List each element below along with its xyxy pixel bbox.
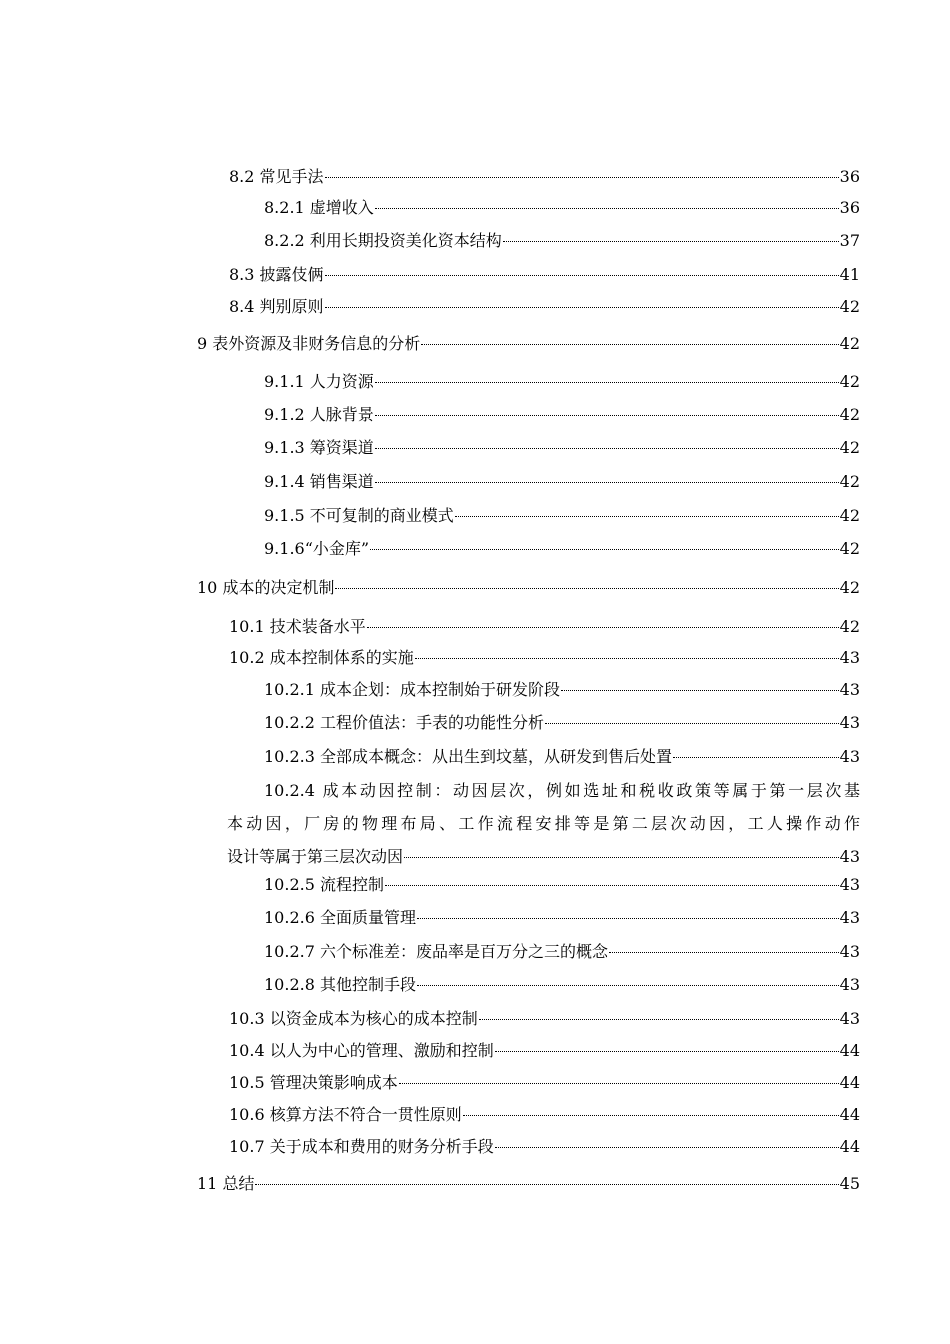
toc-page-number: 43 <box>839 942 860 961</box>
toc-label: 10.7 关于成本和费用的财务分析手段 <box>229 1137 494 1156</box>
toc-entry[interactable] <box>264 198 860 218</box>
dot-leader <box>479 1019 839 1020</box>
toc-entry[interactable] <box>264 472 860 492</box>
dot-leader <box>421 344 838 345</box>
dot-leader <box>325 307 839 308</box>
toc-label: 10.2.2 工程价值法：手表的功能性分析 <box>264 713 544 732</box>
toc-label-line: 10.2.4 成本动因控制：动因层次，例如选址和税收政策等属于第一层次基 <box>264 781 860 800</box>
dot-leader <box>561 690 839 691</box>
toc-label: 9.1.6“小金库” <box>264 539 370 558</box>
toc-page-number: 37 <box>839 231 860 250</box>
toc-label: 10.2.7 六个标准差：废品率是百万分之三的概念 <box>264 942 608 961</box>
toc-entry[interactable] <box>264 372 860 392</box>
toc-label: 9.1.4 销售渠道 <box>264 472 374 491</box>
toc-page-number: 45 <box>839 1174 860 1193</box>
toc-page-number: 43 <box>839 908 860 927</box>
toc-entry[interactable] <box>264 747 860 767</box>
toc-page-number: 42 <box>839 472 860 491</box>
dot-leader <box>385 885 839 886</box>
toc-entry[interactable] <box>229 1009 860 1029</box>
toc-label: 8.2.2 利用长期投资美化资本结构 <box>264 231 502 250</box>
dot-leader <box>255 1184 838 1185</box>
toc-entry[interactable] <box>229 297 860 317</box>
toc-label: 10.2 成本控制体系的实施 <box>229 648 414 667</box>
dot-leader <box>503 241 839 242</box>
toc-page-number: 43 <box>839 713 860 732</box>
dot-leader <box>673 757 839 758</box>
toc-page-number: 44 <box>839 1137 860 1156</box>
toc-entry[interactable] <box>197 1174 860 1194</box>
dot-leader <box>609 952 839 953</box>
toc-entry[interactable] <box>264 713 860 733</box>
dot-leader <box>495 1147 839 1148</box>
toc-page-number: 43 <box>839 847 860 866</box>
dot-leader <box>415 658 839 659</box>
toc-page-number: 43 <box>839 648 860 667</box>
toc-label: 9 表外资源及非财务信息的分析 <box>197 334 421 353</box>
dot-leader <box>463 1115 839 1116</box>
dot-leader <box>375 382 839 383</box>
toc-page-number: 36 <box>839 198 860 217</box>
dot-leader <box>545 723 839 724</box>
toc-page-number: 44 <box>839 1041 860 1060</box>
toc-entry[interactable] <box>229 1073 860 1093</box>
toc-page-number: 42 <box>839 405 860 424</box>
toc-entry[interactable] <box>229 1041 860 1061</box>
dot-leader <box>325 275 839 276</box>
toc-entry[interactable] <box>264 908 860 928</box>
toc-label: 8.4 判别原则 <box>229 297 324 316</box>
toc-label: 8.2.1 虚增收入 <box>264 198 374 217</box>
toc-entry[interactable] <box>197 578 860 598</box>
dot-leader <box>417 918 839 919</box>
toc-entry[interactable] <box>229 265 860 285</box>
toc-entry[interactable] <box>264 231 860 251</box>
toc-page-number: 42 <box>839 578 860 597</box>
toc-label: 9.1.1 人力资源 <box>264 372 374 391</box>
dot-leader <box>375 415 839 416</box>
toc-entry[interactable] <box>229 648 860 668</box>
toc-page-number: 42 <box>839 334 860 353</box>
toc-label: 11 总结 <box>197 1174 255 1193</box>
toc-page-number: 36 <box>839 167 860 186</box>
toc-entry[interactable] <box>264 975 860 995</box>
toc-label-line: 设计等属于第三层次动因 <box>227 847 404 866</box>
toc-label-line: 本动因，厂房的物理布局、工作流程安排等是第二层次动因，工人操作动作 <box>227 814 860 833</box>
toc-entry[interactable] <box>264 942 860 962</box>
dot-leader <box>375 208 839 209</box>
toc-entry[interactable] <box>229 617 860 637</box>
toc-page-number: 43 <box>839 680 860 699</box>
toc-label: 10.3 以资金成本为核心的成本控制 <box>229 1009 478 1028</box>
dot-leader <box>455 516 839 517</box>
toc-page-number: 42 <box>839 617 860 636</box>
toc-page-number: 41 <box>839 265 860 284</box>
toc-label: 9.1.5 不可复制的商业模式 <box>264 506 454 525</box>
dot-leader <box>399 1083 839 1084</box>
toc-label: 10.2.1 成本企划：成本控制始于研发阶段 <box>264 680 560 699</box>
toc-page-number: 43 <box>839 1009 860 1028</box>
toc-page-number: 42 <box>839 438 860 457</box>
toc-entry[interactable] <box>264 875 860 895</box>
dot-leader <box>335 588 838 589</box>
toc-entry[interactable] <box>229 1137 860 1157</box>
toc-entry[interactable] <box>197 334 860 354</box>
toc-label: 8.2 常见手法 <box>229 167 324 186</box>
toc-label: 10.2.5 流程控制 <box>264 875 384 894</box>
toc-label: 10.1 技术装备水平 <box>229 617 366 636</box>
toc-entry[interactable] <box>264 680 860 700</box>
toc-label: 10 成本的决定机制 <box>197 578 335 597</box>
toc-label: 9.1.2 人脉背景 <box>264 405 374 424</box>
toc-page-number: 42 <box>839 506 860 525</box>
dot-leader <box>370 549 839 550</box>
dot-leader <box>404 857 839 858</box>
toc-entry[interactable] <box>264 506 860 526</box>
toc-label: 10.2.6 全面质量管理 <box>264 908 416 927</box>
toc-page-number: 44 <box>839 1105 860 1124</box>
toc-entry[interactable] <box>264 539 860 559</box>
toc-entry-wrapped[interactable] <box>227 774 860 873</box>
toc-entry[interactable] <box>229 167 860 187</box>
toc-label: 10.4 以人为中心的管理、激励和控制 <box>229 1041 494 1060</box>
toc-entry[interactable] <box>264 438 860 458</box>
toc-label: 9.1.3 筹资渠道 <box>264 438 374 457</box>
dot-leader <box>375 448 839 449</box>
toc-page-number: 43 <box>839 975 860 994</box>
toc-page-number: 43 <box>839 875 860 894</box>
toc-page-number: 44 <box>839 1073 860 1092</box>
dot-leader <box>367 627 839 628</box>
toc-page-number: 42 <box>839 539 860 558</box>
toc-label: 8.3 披露伎俩 <box>229 265 324 284</box>
dot-leader <box>375 482 839 483</box>
toc-page-number: 42 <box>839 297 860 316</box>
dot-leader <box>325 177 839 178</box>
toc-label: 10.5 管理决策影响成本 <box>229 1073 398 1092</box>
toc-entry[interactable] <box>264 405 860 425</box>
dot-leader <box>417 985 839 986</box>
toc-page-number: 43 <box>839 747 860 766</box>
toc-label: 10.6 核算方法不符合一贯性原则 <box>229 1105 462 1124</box>
toc-entry[interactable] <box>229 1105 860 1125</box>
toc-label: 10.2.8 其他控制手段 <box>264 975 416 994</box>
toc-label: 10.2.3 全部成本概念：从出生到坟墓，从研发到售后处置 <box>264 747 672 766</box>
toc-page-number: 42 <box>839 372 860 391</box>
dot-leader <box>495 1051 839 1052</box>
